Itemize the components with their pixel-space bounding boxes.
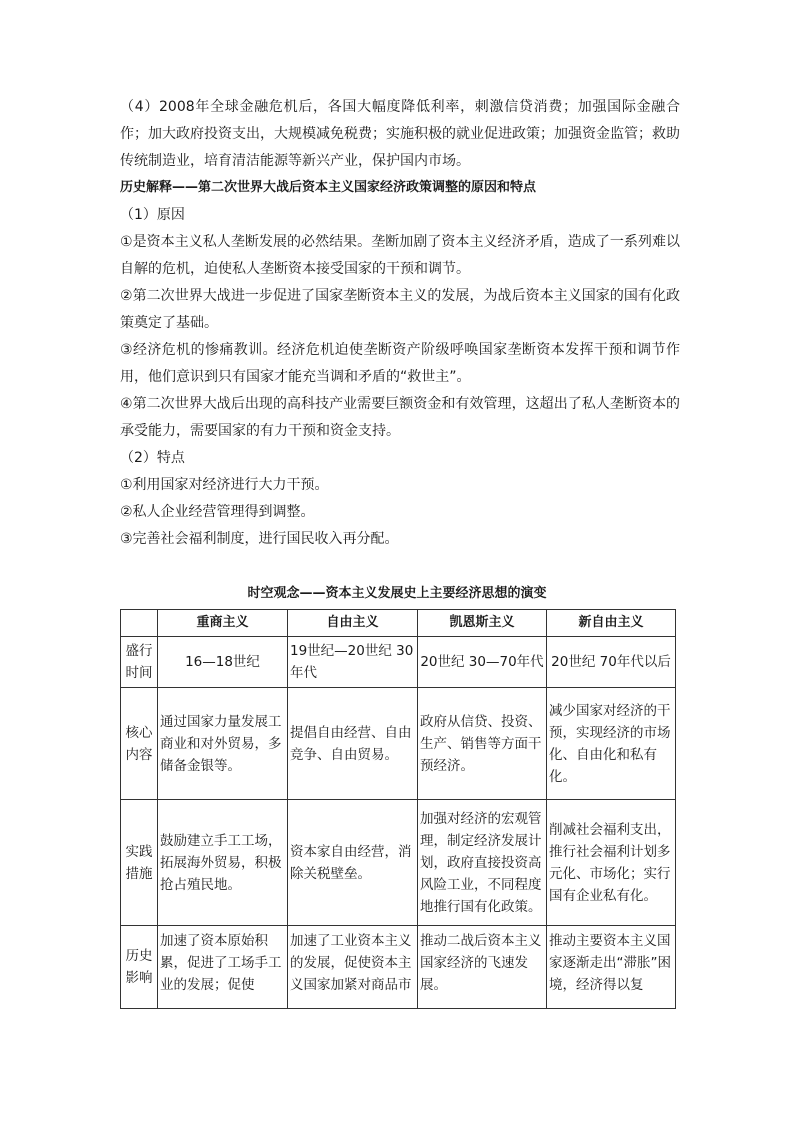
- cell-practice-keynesianism: 加强对经济的宏观管理，制定经济发展计划，政府直接投资高风险工业，不同程度地推行国有化政策。: [418, 800, 547, 926]
- table-row-period: [121, 637, 676, 688]
- row-label-core-content: 核心内容: [121, 688, 158, 800]
- cell-impact-mercantilism: 加速了资本原始积累，促进了工场手工业的发展；促使: [158, 926, 288, 1009]
- paragraph-2008-crisis: （4）2008年全球金融危机后，各国大幅度降低利率，刺激信贷消费；加强国际金融合作；加大政府投资支出，大规模减免税费；实施积极的就业促进政策；加强资金监管；救助传统制造业，培育清洁能源等新兴产业，保护国内市场。: [120, 99, 680, 169]
- cell-period-neoliberalism: 20世纪 70年代以后: [547, 637, 676, 688]
- cell-core-keynesianism: 政府从信贷、投资、生产、销售等方面干预经济。: [418, 688, 547, 800]
- cell-period-keynesianism: 20世纪 30—70年代: [418, 637, 547, 688]
- subheading-features: （2）特点: [120, 450, 185, 466]
- cell-practice-neoliberalism: 削减社会福利支出，推行社会福利计划多元化、市场化；实行国有企业私有化。: [547, 800, 676, 926]
- cell-core-neoliberalism: 减少国家对经济的干预，实现经济的市场化、自由化和私有化。: [547, 688, 676, 800]
- cell-period-liberalism: 19世纪—20世纪 30年代: [288, 637, 418, 688]
- reason-4: ④第二次世界大战后出现的高科技产业需要巨额资金和有效管理，这超出了私人垄断资本的承受能力，需要国家的有力干预和资金支持。: [120, 396, 680, 439]
- table-row-practice: [121, 800, 676, 926]
- subheading-reasons: （1）原因: [120, 207, 185, 223]
- reason-2: ②第二次世界大战进一步促进了国家垄断资本主义的发展，为战后资本主义国家的国有化政策奠定了基础。: [120, 288, 680, 331]
- header-keynesianism: 凯恩斯主义: [418, 610, 547, 637]
- table-row-impact: [121, 926, 676, 1009]
- cell-core-liberalism: 提倡自由经营、自由竞争、自由贸易。: [288, 688, 418, 800]
- reason-1: ①是资本主义私人垄断发展的必然结果。垄断加剧了资本主义经济矛盾，造成了一系列难以自解的危机，迫使私人垄断资本接受国家的干预和调节。: [120, 234, 680, 277]
- reason-3: ③经济危机的惨痛教训。经济危机迫使垄断资产阶级呼唤国家垄断资本发挥干预和调节作用，他们意识到只有国家才能充当调和矛盾的“救世主”。: [120, 342, 680, 385]
- feature-2: ②私人企业经营管理得到调整。: [120, 504, 315, 520]
- table-title: 时空观念——资本主义发展史上主要经济思想的演变: [247, 586, 547, 601]
- feature-1: ①利用国家对经济进行大力干预。: [120, 477, 329, 493]
- table-header-row: [121, 610, 676, 637]
- cell-impact-keynesianism: 推动二战后资本主义国家经济的飞速发展。: [418, 926, 547, 1009]
- cell-practice-mercantilism: 鼓励建立手工工场，拓展海外贸易，积极抢占殖民地。: [158, 800, 288, 926]
- cell-practice-liberalism: 资本家自由经营，消除关税壁垒。: [288, 800, 418, 926]
- section-heading-history-interpretation: 历史解释——第二次世界大战后资本主义国家经济政策调整的原因和特点: [120, 180, 537, 195]
- header-mercantilism: 重商主义: [158, 610, 288, 637]
- header-liberalism: 自由主义: [288, 610, 418, 637]
- cell-impact-neoliberalism: 推动主要资本主义国家逐渐走出“滞胀”困境，经济得以复: [547, 926, 676, 1009]
- header-neoliberalism: 新自由主义: [547, 610, 676, 637]
- row-label-impact: 历史影响: [121, 926, 158, 1009]
- cell-period-mercantilism: 16—18世纪: [158, 637, 288, 688]
- table-row-core-content: [121, 688, 676, 800]
- row-label-period: 盛行时间: [121, 637, 158, 688]
- economic-thought-table: [120, 609, 676, 1009]
- feature-3: ③完善社会福利制度，进行国民收入再分配。: [120, 531, 399, 547]
- cell-impact-liberalism: 加速了工业资本主义的发展，促使资本主义国家加紧对商品市: [288, 926, 418, 1009]
- header-blank: [121, 610, 158, 637]
- cell-core-mercantilism: 通过国家力量发展工商业和对外贸易，多储备金银等。: [158, 688, 288, 800]
- row-label-practice: 实践措施: [121, 800, 158, 926]
